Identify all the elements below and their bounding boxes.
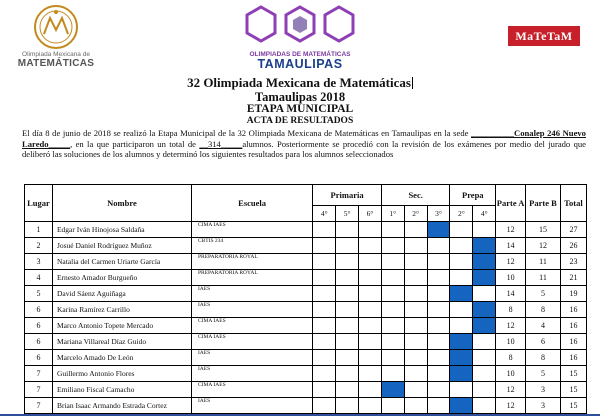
table-row: [25, 334, 587, 350]
escuela-cell: IAES: [191, 398, 312, 414]
escuela-cell: IAES: [191, 302, 312, 318]
escuela-cell: IAES: [191, 286, 312, 302]
parte-a-cell: 14: [496, 238, 526, 254]
center-logo-line2: TAMAULIPAS: [257, 57, 343, 71]
grade-cell: [381, 382, 404, 398]
grade-cell: [381, 318, 404, 334]
parte-a-cell: 12: [496, 222, 526, 238]
parte-a-cell: 8: [496, 350, 526, 366]
parte-b-cell: 11: [526, 270, 561, 286]
grade-cell: [381, 366, 404, 382]
grade-cell: [473, 238, 496, 254]
grade-cell: [359, 350, 382, 366]
grade-cell: [359, 302, 382, 318]
escuela-cell: CIMA IAES: [191, 334, 312, 350]
grade-cell: [313, 254, 336, 270]
lugar-cell: 6: [25, 350, 53, 366]
nombre-cell: Guillermo Antonio Flores: [52, 366, 191, 382]
parte-a-cell: 10: [496, 270, 526, 286]
table-row: [25, 222, 587, 238]
document-title: 32 Olimpiada Mexicana de Matemáticas: [187, 75, 411, 90]
grade-cell: [404, 350, 427, 366]
stage-heading: ETAPA MUNICIPAL: [246, 103, 354, 115]
parte-b-cell: 5: [526, 366, 561, 382]
omm-logo: [6, 4, 106, 76]
header-nombre: Nombre: [52, 185, 191, 222]
act-heading: ACTA DE RESULTADOS: [246, 116, 354, 126]
grade-cell: [404, 286, 427, 302]
parte-a-cell: 14: [496, 286, 526, 302]
grade-cell: [427, 222, 450, 238]
grade-cell: [450, 238, 473, 254]
grade-cell: [427, 318, 450, 334]
parte-b-cell: 6: [526, 334, 561, 350]
grade-cell: [473, 286, 496, 302]
grade-cell: [450, 366, 473, 382]
grade-cell: [336, 334, 359, 350]
total-cell: 15: [560, 382, 586, 398]
grade-cell: [473, 318, 496, 334]
document-subtitle: Tamaulipas 2018: [254, 90, 346, 104]
grade-cell: [427, 270, 450, 286]
grade-header: 4°: [313, 206, 336, 222]
results-table: [24, 184, 587, 414]
grade-cell: [336, 270, 359, 286]
nombre-cell: Marco Antonio Topete Mercado: [52, 318, 191, 334]
grade-cell: [404, 318, 427, 334]
table-row: [25, 366, 587, 382]
parte-a-cell: 12: [496, 398, 526, 414]
grade-cell: [359, 238, 382, 254]
lugar-cell: 7: [25, 382, 53, 398]
grade-cell: [404, 382, 427, 398]
grade-cell: [427, 334, 450, 350]
grade-cell: [427, 286, 450, 302]
header-lugar: Lugar: [25, 185, 53, 222]
parte-b-cell: 8: [526, 350, 561, 366]
lugar-cell: 7: [25, 398, 53, 414]
lugar-cell: 3: [25, 254, 53, 270]
nombre-cell: Marcelo Amado De León: [52, 350, 191, 366]
parte-b-cell: 8: [526, 302, 561, 318]
grade-cell: [359, 366, 382, 382]
parte-a-cell: 12: [496, 318, 526, 334]
grade-cell: [313, 238, 336, 254]
participants-total: __314_____: [199, 138, 243, 149]
grade-header: 3°: [427, 206, 450, 222]
grade-cell: [450, 254, 473, 270]
lugar-cell: 6: [25, 334, 53, 350]
nombre-cell: Ernesto Amador Burgueño: [52, 270, 191, 286]
grade-cell: [359, 318, 382, 334]
grade-cell: [450, 398, 473, 414]
grade-cell: [473, 270, 496, 286]
grade-cell: [313, 334, 336, 350]
escuela-cell: CIMA IAES: [191, 222, 312, 238]
total-cell: 16: [560, 318, 586, 334]
grade-cell: [404, 334, 427, 350]
grade-cell: [359, 334, 382, 350]
grade-cell: [359, 222, 382, 238]
nombre-cell: David Sáenz Aguiñaga: [52, 286, 191, 302]
text-cursor: [412, 77, 413, 89]
total-cell: 16: [560, 350, 586, 366]
table-row: [25, 238, 587, 254]
grade-cell: [359, 254, 382, 270]
table-row: [25, 254, 587, 270]
parte-b-cell: 3: [526, 398, 561, 414]
grade-header: 4°: [473, 206, 496, 222]
escuela-cell: IAES: [191, 366, 312, 382]
grade-cell: [313, 382, 336, 398]
venue-text: __________Conalep 246 Nuevo Laredo_____: [22, 128, 586, 149]
grade-cell: [381, 350, 404, 366]
escuela-cell: CIMA IAES: [191, 318, 312, 334]
escuela-cell: CBTIS 234: [191, 238, 312, 254]
lugar-cell: 6: [25, 318, 53, 334]
grade-header: 1°: [381, 206, 404, 222]
grade-cell: [427, 398, 450, 414]
grade-cell: [313, 318, 336, 334]
grade-cell: [450, 222, 473, 238]
grade-cell: [473, 366, 496, 382]
grade-cell: [336, 366, 359, 382]
grade-cell: [450, 286, 473, 302]
table-row: [25, 302, 587, 318]
escuela-cell: IAES: [191, 350, 312, 366]
lugar-cell: 5: [25, 286, 53, 302]
grade-cell: [313, 302, 336, 318]
parte-a-cell: 12: [496, 382, 526, 398]
grade-cell: [404, 366, 427, 382]
escuela-cell: CIMA IAES: [191, 382, 312, 398]
nombre-cell: Emiliano Fiscal Camacho: [52, 382, 191, 398]
grade-cell: [450, 382, 473, 398]
parte-a-cell: 12: [496, 254, 526, 270]
grade-cell: [404, 222, 427, 238]
total-cell: 27: [560, 222, 586, 238]
header-primaria: Primaria: [313, 185, 382, 206]
tamaulipas-olympiad-logo: [238, 4, 362, 74]
table-row: [25, 270, 587, 286]
grade-cell: [381, 302, 404, 318]
total-cell: 21: [560, 270, 586, 286]
parte-b-cell: 3: [526, 382, 561, 398]
lugar-cell: 2: [25, 238, 53, 254]
grade-cell: [336, 318, 359, 334]
parte-a-cell: 8: [496, 302, 526, 318]
grade-cell: [450, 270, 473, 286]
header-prepa: Prepa: [450, 185, 496, 206]
grade-cell: [359, 398, 382, 414]
grade-cell: [427, 302, 450, 318]
page-bottom-border: [0, 414, 600, 416]
grade-cell: [404, 238, 427, 254]
nombre-cell: Mariana Villareal Díaz Guido: [52, 334, 191, 350]
grade-cell: [473, 382, 496, 398]
grade-cell: [473, 302, 496, 318]
grade-cell: [404, 398, 427, 414]
grade-cell: [381, 334, 404, 350]
grade-cell: [336, 254, 359, 270]
grade-cell: [336, 222, 359, 238]
header-escuela: Escuela: [191, 185, 312, 222]
grade-cell: [473, 254, 496, 270]
lugar-cell: 7: [25, 366, 53, 382]
header-sec: Sec.: [381, 185, 450, 206]
parte-a-cell: 10: [496, 366, 526, 382]
omm-emblem-icon: [28, 4, 84, 50]
grade-cell: [450, 302, 473, 318]
grade-cell: [404, 270, 427, 286]
total-cell: 16: [560, 302, 586, 318]
grade-cell: [381, 222, 404, 238]
grade-cell: [473, 398, 496, 414]
grade-header: 5°: [336, 206, 359, 222]
grade-cell: [336, 350, 359, 366]
parte-b-cell: 4: [526, 318, 561, 334]
nombre-cell: Josué Daniel Rodríguez Muñoz: [52, 238, 191, 254]
lugar-cell: 6: [25, 302, 53, 318]
grade-cell: [313, 286, 336, 302]
grade-cell: [450, 350, 473, 366]
grade-cell: [313, 398, 336, 414]
grade-cell: [473, 222, 496, 238]
grade-cell: [313, 222, 336, 238]
grade-cell: [427, 366, 450, 382]
nombre-cell: Brian Isaac Armando Estrada Cortez: [52, 398, 191, 414]
intro-paragraph: El día 8 de junio de 2018 se realizó la Etapa Municipal de la 32 Olimpiada Mexicana de Matemáticas en Tamaulipas en la sede __________Conalep 246 Nuevo Laredo_____, en la que participaron un total de __314_____alumnos. Posteriormente se procedió con la revisión de los exámenes por medio del jurado que deliberó las soluciones de los alumnos y determinó los siguientes resultados para los alumnos seleccionados: [22, 128, 586, 160]
matetam-logo: MaTeTaM: [508, 26, 580, 46]
grade-cell: [336, 302, 359, 318]
grade-cell: [473, 350, 496, 366]
center-logo-line1: OLIMPIADAS DE MATEMÁTICAS: [249, 51, 351, 58]
total-cell: 19: [560, 286, 586, 302]
table-row: [25, 382, 587, 398]
total-cell: 23: [560, 254, 586, 270]
parte-b-cell: 11: [526, 254, 561, 270]
parte-b-cell: 12: [526, 238, 561, 254]
grade-cell: [381, 286, 404, 302]
omm-logo-line1: Olimpiada Mexicana de: [22, 51, 90, 58]
parte-b-cell: 5: [526, 286, 561, 302]
grade-cell: [313, 366, 336, 382]
grade-cell: [381, 254, 404, 270]
grade-cell: [450, 318, 473, 334]
lugar-cell: 1: [25, 222, 53, 238]
grade-cell: [336, 382, 359, 398]
grade-header: 6°: [359, 206, 382, 222]
nombre-cell: Karina Ramírez Carrillo: [52, 302, 191, 318]
total-cell: 15: [560, 366, 586, 382]
grade-cell: [427, 254, 450, 270]
grade-cell: [381, 398, 404, 414]
grade-cell: [336, 238, 359, 254]
grade-cell: [450, 334, 473, 350]
table-row: [25, 350, 587, 366]
header-total: Total: [560, 185, 586, 222]
omm-logo-line2: MATEMÁTICAS: [17, 58, 95, 69]
grade-cell: [404, 302, 427, 318]
header-parte-b: Parte B: [526, 185, 561, 222]
header-parte-a: Parte A: [496, 185, 526, 222]
nombre-cell: Edgar Iván Hinojosa Saldaña: [52, 222, 191, 238]
grade-cell: [336, 286, 359, 302]
grade-cell: [313, 350, 336, 366]
grade-cell: [381, 238, 404, 254]
hexagons-icon: [241, 4, 359, 46]
table-row: [25, 398, 587, 414]
grade-cell: [427, 350, 450, 366]
escuela-cell: PREPARATORIA ROYAL: [191, 270, 312, 286]
parte-b-cell: 15: [526, 222, 561, 238]
escuela-cell: PREPARATORIA ROYAL: [191, 254, 312, 270]
lugar-cell: 4: [25, 270, 53, 286]
grade-header: 2°: [450, 206, 473, 222]
parte-a-cell: 10: [496, 334, 526, 350]
table-row: [25, 286, 587, 302]
grade-cell: [427, 382, 450, 398]
grade-cell: [359, 286, 382, 302]
grade-cell: [381, 270, 404, 286]
grade-cell: [313, 270, 336, 286]
grade-cell: [359, 270, 382, 286]
grade-cell: [336, 398, 359, 414]
nombre-cell: Natalia del Carmen Uriarte García: [52, 254, 191, 270]
grade-cell: [404, 254, 427, 270]
grade-header: 2°: [404, 206, 427, 222]
total-cell: 16: [560, 334, 586, 350]
grade-cell: [359, 382, 382, 398]
grade-cell: [427, 238, 450, 254]
total-cell: 26: [560, 238, 586, 254]
table-row: [25, 318, 587, 334]
grade-cell: [473, 334, 496, 350]
total-cell: 15: [560, 398, 586, 414]
